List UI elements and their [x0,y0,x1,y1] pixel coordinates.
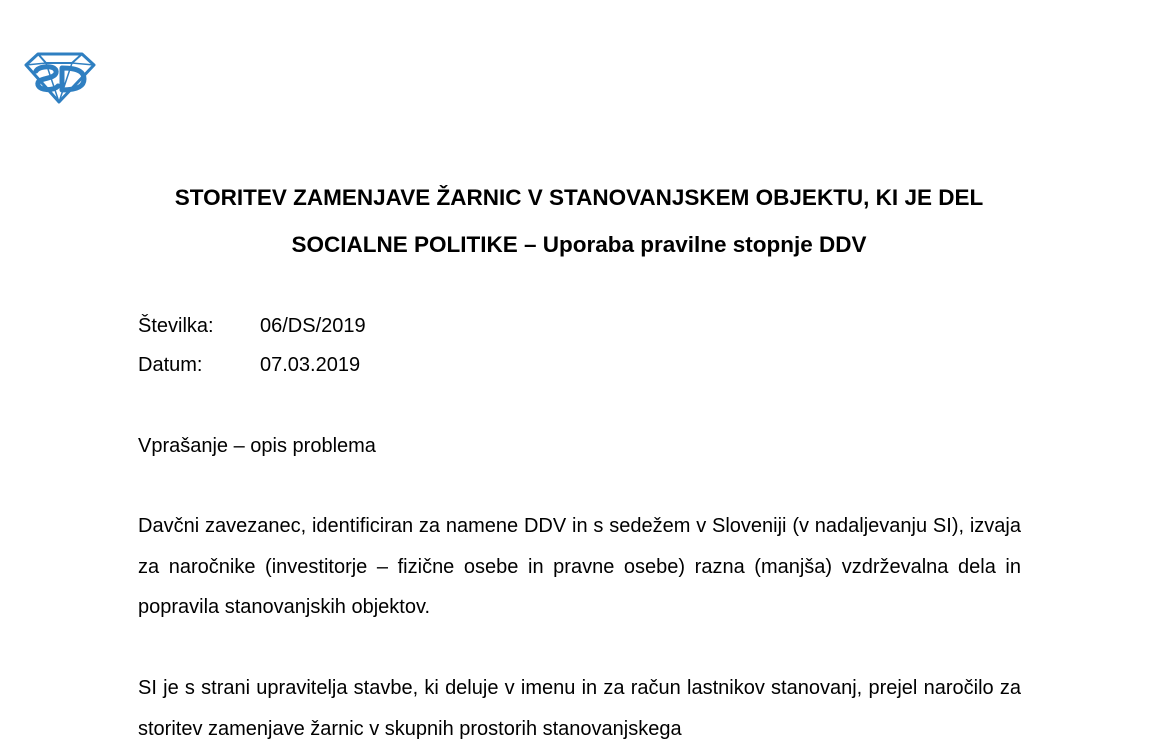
sd-shield-logo-icon [22,49,96,104]
section-heading: Vprašanje – opis problema [138,435,376,457]
document-date [138,353,360,377]
document-title: STORITEV ZAMENJAVE ŽARNIC V STANOVANJSKEM OBJEKTU, KI JE DEL SOCIALNE POLITIKE – Uporaba pravilne stopnje DDV [174,185,984,257]
body-paragraph: SI je s strani upravitelja stavbe, ki deluje v imenu in za račun lastnikov stanovanj, prejel naročilo za storitev zamenjave žarnic v skupnih prostorih stanovanjskega [138,677,1021,740]
document-date-label: Datum: [138,354,203,376]
document-number [138,314,366,338]
document-date-value: 07.03.2019 [260,354,361,376]
document-number-value: 06/DS/2019 [260,315,366,337]
document-number-label: Številka: [138,315,214,337]
body-paragraph: Davčni zavezanec, identificiran za namene DDV in s sedežem v Sloveniji (v nadaljevanju SI), izvaja za naročnike (investitorje – fizične osebe in pravne osebe) razna (manjša) vzdrževalna dela in popravila stanovanjskih objektov. [138,515,1021,618]
